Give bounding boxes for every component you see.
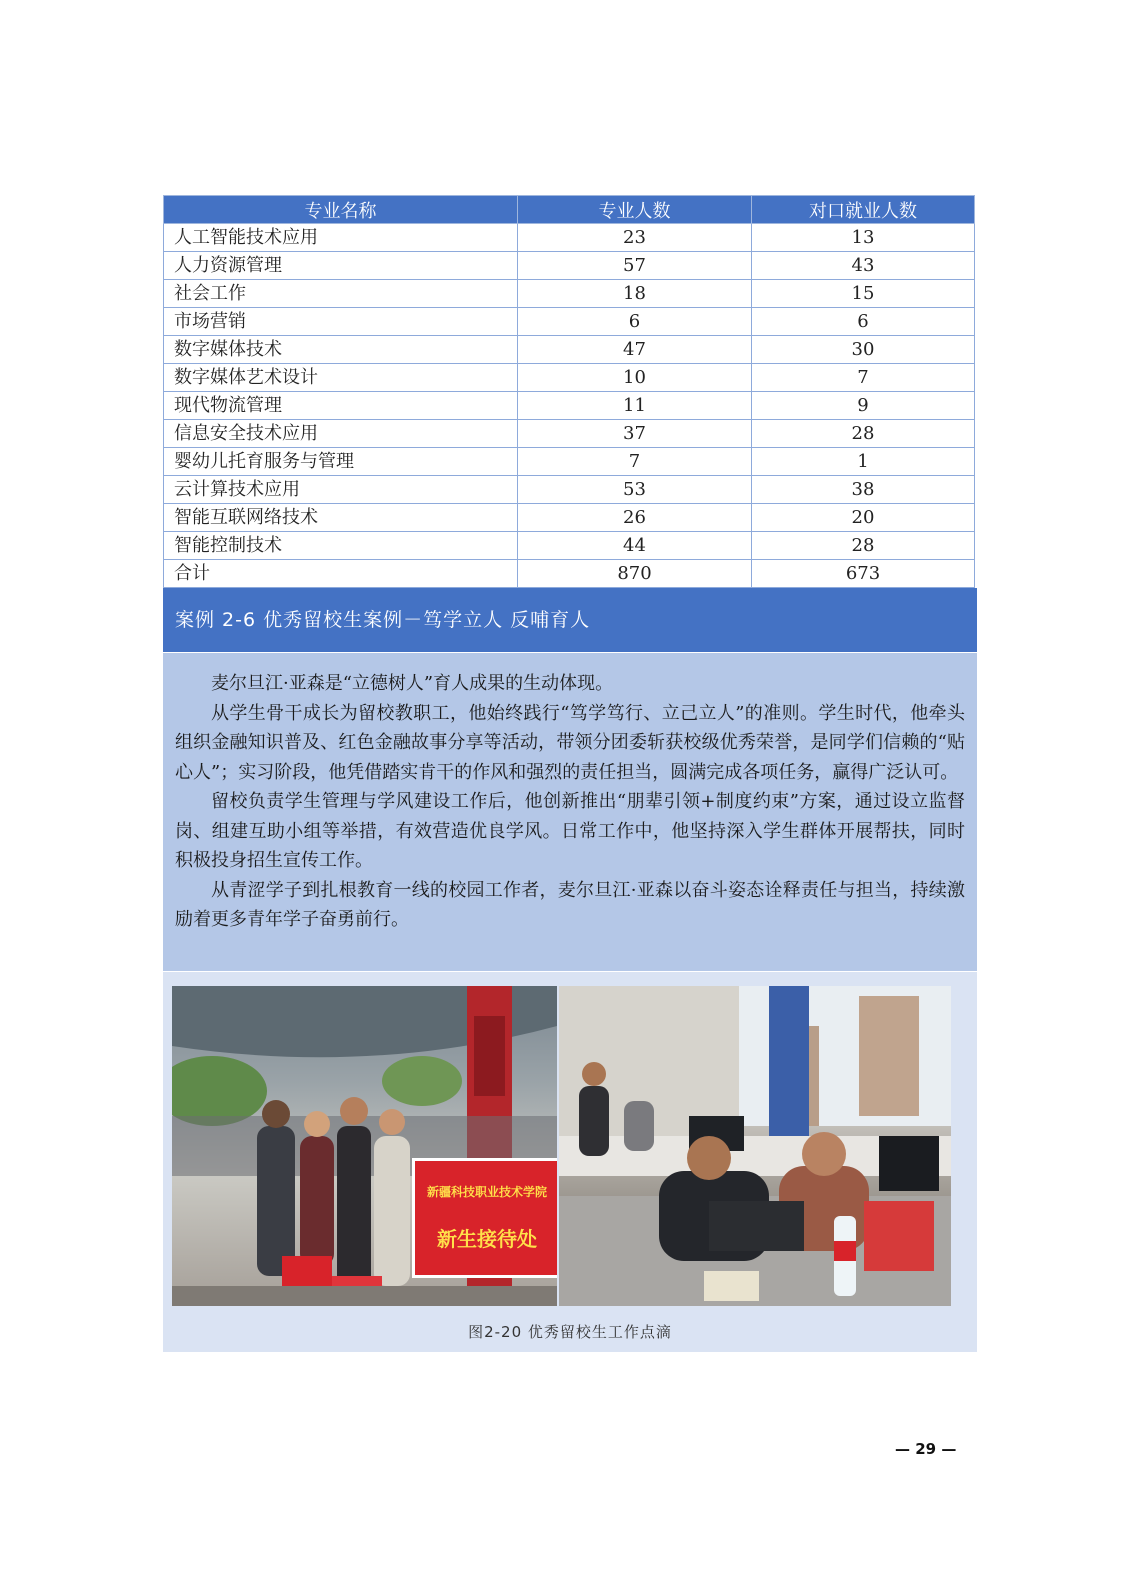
major-name-cell: 云计算技术应用 — [164, 476, 518, 504]
major-name-cell: 社会工作 — [164, 280, 518, 308]
table-row — [164, 280, 975, 308]
table-row — [164, 504, 975, 532]
employment-table — [163, 195, 975, 588]
matched-count-cell: 673 — [752, 560, 975, 588]
header-major-count: 专业人数 — [518, 196, 752, 224]
matched-count-cell: 43 — [752, 252, 975, 280]
header-matched-employment: 对口就业人数 — [752, 196, 975, 224]
major-name-cell: 现代物流管理 — [164, 392, 518, 420]
major-count-cell: 6 — [518, 308, 752, 336]
major-count-cell: 7 — [518, 448, 752, 476]
major-name-cell: 智能控制技术 — [164, 532, 518, 560]
welcome-sign-school: 新疆科技职业技术学院 — [426, 1185, 547, 1199]
case-body — [163, 653, 977, 971]
matched-count-cell: 28 — [752, 532, 975, 560]
photo-welcome-desk — [172, 986, 557, 1306]
major-count-cell: 870 — [518, 560, 752, 588]
matched-count-cell: 28 — [752, 420, 975, 448]
case-title: 案例 2-6 优秀留校生案例－笃学立人 反哺育人 — [163, 588, 977, 652]
major-count-cell: 11 — [518, 392, 752, 420]
case-paragraph: 从青涩学子到扎根教育一线的校园工作者，麦尔旦江·亚森以奋斗姿态诠释责任与担当，持续激励着更多青年学子奋勇前行。 — [175, 879, 965, 930]
matched-count-cell: 6 — [752, 308, 975, 336]
matched-count-cell: 9 — [752, 392, 975, 420]
case-paragraph: 从学生骨干成长为留校教职工，他始终践行“笃学笃行、立己立人”的准则。学生时代，他牵头组织金融知识普及、红色金融故事分享等活动，带领分团委斩获校级优秀荣誉，是同学们信赖的“贴心人”；实习阶段，他凭借踏实肯干的作风和强烈的责任担当，圆满完成各项任务，赢得广泛认可。 — [175, 702, 965, 783]
header-major-name: 专业名称 — [164, 196, 518, 224]
matched-count-cell: 38 — [752, 476, 975, 504]
page-number: — 29 — — [895, 1440, 957, 1458]
welcome-sign-title: 新生接待处 — [437, 1227, 537, 1251]
matched-count-cell: 20 — [752, 504, 975, 532]
figure — [163, 972, 977, 1352]
table-row — [164, 476, 975, 504]
matched-count-cell: 7 — [752, 364, 975, 392]
major-name-cell: 数字媒体技术 — [164, 336, 518, 364]
photo-office — [559, 986, 951, 1306]
table-row — [164, 336, 975, 364]
major-count-cell: 26 — [518, 504, 752, 532]
table-row — [164, 252, 975, 280]
major-count-cell: 23 — [518, 224, 752, 252]
table-row — [164, 392, 975, 420]
welcome-sign — [412, 1158, 557, 1278]
major-count-cell: 37 — [518, 420, 752, 448]
major-count-cell: 53 — [518, 476, 752, 504]
table-row — [164, 224, 975, 252]
major-count-cell: 10 — [518, 364, 752, 392]
matched-count-cell: 30 — [752, 336, 975, 364]
table-row — [164, 308, 975, 336]
table-row — [164, 448, 975, 476]
major-name-cell: 人力资源管理 — [164, 252, 518, 280]
matched-count-cell: 15 — [752, 280, 975, 308]
major-count-cell: 44 — [518, 532, 752, 560]
major-name-cell: 市场营销 — [164, 308, 518, 336]
major-name-cell: 婴幼儿托育服务与管理 — [164, 448, 518, 476]
figure-caption: 图2-20 优秀留校生工作点滴 — [468, 1323, 672, 1341]
major-name-cell: 信息安全技术应用 — [164, 420, 518, 448]
table-header-row — [164, 196, 975, 224]
case-paragraph: 麦尔旦江·亚森是“立德树人”育人成果的生动体现。 — [211, 673, 614, 694]
photo-office-drawing — [559, 986, 951, 1306]
matched-count-cell: 1 — [752, 448, 975, 476]
major-count-cell: 47 — [518, 336, 752, 364]
major-count-cell: 57 — [518, 252, 752, 280]
table-row — [164, 364, 975, 392]
table-row — [164, 560, 975, 588]
table-row — [164, 532, 975, 560]
major-count-cell: 18 — [518, 280, 752, 308]
major-name-cell: 智能互联网络技术 — [164, 504, 518, 532]
case-paragraph: 留校负责学生管理与学风建设工作后，他创新推出“朋辈引领+制度约束”方案，通过设立监督岗、组建互助小组等举措，有效营造优良学风。日常工作中，他坚持深入学生群体开展帮扶，同时积极投身招生宣传工作。 — [175, 791, 965, 871]
major-name-cell: 数字媒体艺术设计 — [164, 364, 518, 392]
major-name-cell: 人工智能技术应用 — [164, 224, 518, 252]
major-name-cell: 合计 — [164, 560, 518, 588]
table-row — [164, 420, 975, 448]
matched-count-cell: 13 — [752, 224, 975, 252]
